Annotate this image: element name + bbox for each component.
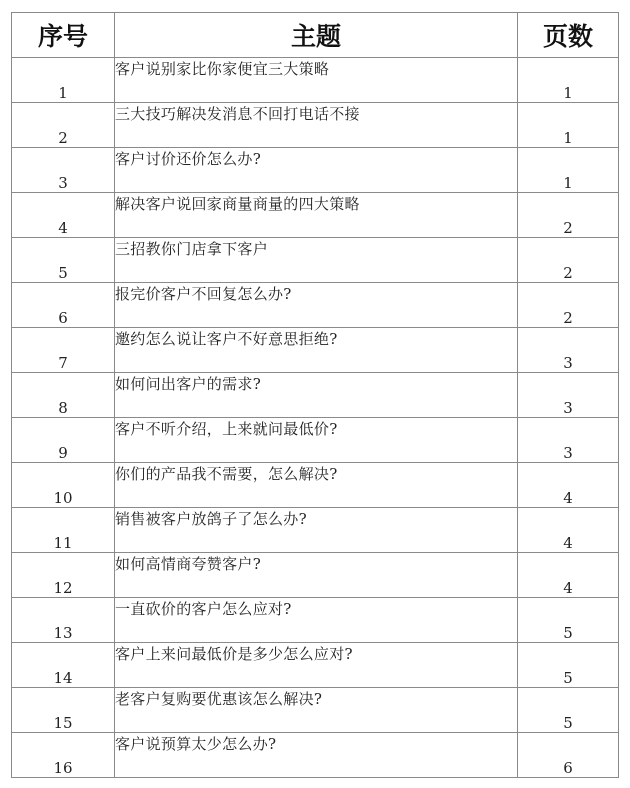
row-num: 7	[12, 328, 115, 373]
row-title: 如何问出客户的需求?	[115, 373, 518, 418]
row-title: 报完价客户不回复怎么办?	[115, 283, 518, 328]
table-row	[12, 373, 619, 418]
row-pages: 3	[518, 328, 619, 373]
row-title: 客户不听介绍，上来就问最低价?	[115, 418, 518, 463]
table-row	[12, 508, 619, 553]
table-row	[12, 733, 619, 778]
toc-table	[11, 12, 619, 778]
row-num: 13	[12, 598, 115, 643]
row-pages: 2	[518, 238, 619, 283]
header-pages: 页数	[518, 13, 619, 58]
row-num: 10	[12, 463, 115, 508]
table-row	[12, 103, 619, 148]
row-title: 客户讨价还价怎么办?	[115, 148, 518, 193]
row-title: 邀约怎么说让客户不好意思拒绝?	[115, 328, 518, 373]
row-num: 8	[12, 373, 115, 418]
row-pages: 1	[518, 103, 619, 148]
row-title: 一直砍价的客户怎么应对?	[115, 598, 518, 643]
row-num: 15	[12, 688, 115, 733]
row-num: 5	[12, 238, 115, 283]
row-pages: 1	[518, 58, 619, 103]
row-num: 6	[12, 283, 115, 328]
table-row	[12, 328, 619, 373]
row-pages: 2	[518, 283, 619, 328]
table-row	[12, 148, 619, 193]
row-pages: 4	[518, 463, 619, 508]
row-title: 三大技巧解决发消息不回打电话不接	[115, 103, 518, 148]
row-num: 1	[12, 58, 115, 103]
row-pages: 4	[518, 553, 619, 598]
table-row	[12, 238, 619, 283]
row-title: 销售被客户放鸽子了怎么办?	[115, 508, 518, 553]
row-title: 客户上来问最低价是多少怎么应对?	[115, 643, 518, 688]
row-title: 你们的产品我不需要，怎么解决?	[115, 463, 518, 508]
row-pages: 3	[518, 373, 619, 418]
row-title: 老客户复购要优惠该怎么解决?	[115, 688, 518, 733]
table-row	[12, 598, 619, 643]
table-row	[12, 553, 619, 598]
table-row	[12, 193, 619, 238]
row-num: 4	[12, 193, 115, 238]
row-pages: 6	[518, 733, 619, 778]
row-num: 2	[12, 103, 115, 148]
row-title: 客户说预算太少怎么办?	[115, 733, 518, 778]
row-title: 客户说别家比你家便宜三大策略	[115, 58, 518, 103]
table-row	[12, 58, 619, 103]
row-num: 11	[12, 508, 115, 553]
table-row	[12, 283, 619, 328]
row-num: 9	[12, 418, 115, 463]
row-title: 三招教你门店拿下客户	[115, 238, 518, 283]
row-pages: 4	[518, 508, 619, 553]
row-pages: 3	[518, 418, 619, 463]
row-pages: 2	[518, 193, 619, 238]
row-num: 14	[12, 643, 115, 688]
row-title: 如何高情商夸赞客户?	[115, 553, 518, 598]
header-title: 主题	[115, 13, 518, 58]
row-pages: 5	[518, 688, 619, 733]
table-row	[12, 688, 619, 733]
row-num: 12	[12, 553, 115, 598]
header-num: 序号	[12, 13, 115, 58]
table-row	[12, 463, 619, 508]
row-pages: 1	[518, 148, 619, 193]
row-title: 解决客户说回家商量商量的四大策略	[115, 193, 518, 238]
table-row	[12, 643, 619, 688]
row-pages: 5	[518, 598, 619, 643]
table-body	[12, 58, 619, 778]
row-num: 3	[12, 148, 115, 193]
header-row	[12, 13, 619, 58]
table-row	[12, 418, 619, 463]
row-pages: 5	[518, 643, 619, 688]
row-num: 16	[12, 733, 115, 778]
